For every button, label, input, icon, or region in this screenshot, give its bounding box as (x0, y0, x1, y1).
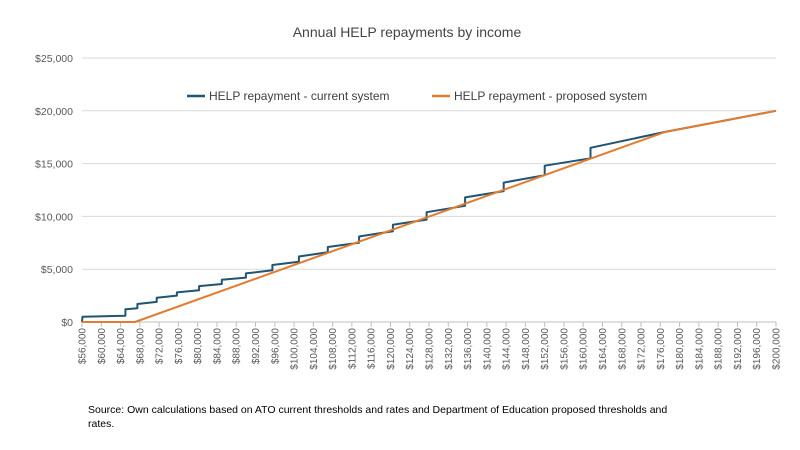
y-tick-label: $5,000 (40, 264, 73, 277)
x-tick-label: $92,000 (251, 328, 262, 365)
legend-label: HELP repayment - proposed system (454, 89, 648, 103)
x-tick-label: $116,000 (366, 328, 378, 369)
y-axis (35, 53, 73, 329)
x-tick-label: $164,000 (598, 328, 609, 370)
x-tick-label: $136,000 (463, 328, 475, 370)
x-tick-label: $88,000 (231, 328, 243, 365)
x-tick-label: $144,000 (501, 327, 513, 370)
x-tick-label: $108,000 (328, 328, 340, 370)
x-tick-label: $184,000 (694, 328, 706, 370)
x-tick-label: $120,000 (385, 328, 397, 370)
x-tick-label: $188,000 (713, 328, 725, 370)
y-tick-label: $15,000 (35, 158, 73, 171)
chart-title: Annual HELP repayments by income (292, 24, 522, 40)
x-tick-label: $72,000 (154, 328, 166, 365)
x-tick-label: $160,000 (578, 328, 590, 370)
x-tick-label: $124,000 (405, 328, 417, 370)
y-tick-label: $20,000 (35, 105, 73, 118)
x-tick-label: $60,000 (96, 328, 108, 365)
x-tick-label: $180,000 (675, 328, 687, 370)
x-tick-label: $68,000 (135, 328, 147, 365)
x-tick-label: $80,000 (193, 328, 205, 365)
x-tick-label: $112,000 (347, 328, 359, 369)
x-tick-label: $148,000 (520, 328, 532, 370)
x-tick-label: $132,000 (443, 328, 455, 370)
x-tick-label: $96,000 (270, 328, 282, 365)
x-tick-label: $64,000 (116, 328, 128, 365)
x-tick-label: $128,000 (424, 328, 436, 370)
x-tick-label: $176,000 (655, 328, 667, 370)
x-tick-label: $172,000 (636, 328, 648, 370)
x-tick-label: $100,000 (289, 328, 301, 370)
legend-label: HELP repayment - current system (209, 89, 390, 103)
y-tick-label: $10,000 (35, 211, 73, 224)
gridlines (82, 58, 776, 322)
x-tick-label: $104,000 (308, 328, 320, 370)
legend (187, 89, 647, 103)
x-tick-label: $56,000 (77, 328, 89, 365)
x-tick-label: $152,000 (540, 328, 552, 370)
x-tick-label: $196,000 (752, 328, 764, 370)
x-tick-label: $156,000 (559, 328, 571, 370)
y-tick-label: $0 (61, 317, 73, 329)
source-note: Source: Own calculations based on ATO current thresholds and rates and Department of Education proposed thresholds and rates. (88, 404, 668, 430)
x-axis (78, 322, 783, 370)
x-tick-label: $140,000 (482, 328, 494, 370)
x-tick-label: $192,000 (732, 328, 744, 370)
y-tick-label: $25,000 (35, 53, 73, 65)
x-tick-label: $84,000 (212, 328, 224, 365)
x-tick-label: $168,000 (617, 328, 629, 370)
x-tick-label: $76,000 (173, 328, 185, 365)
x-tick-label: $200,000 (771, 328, 783, 370)
